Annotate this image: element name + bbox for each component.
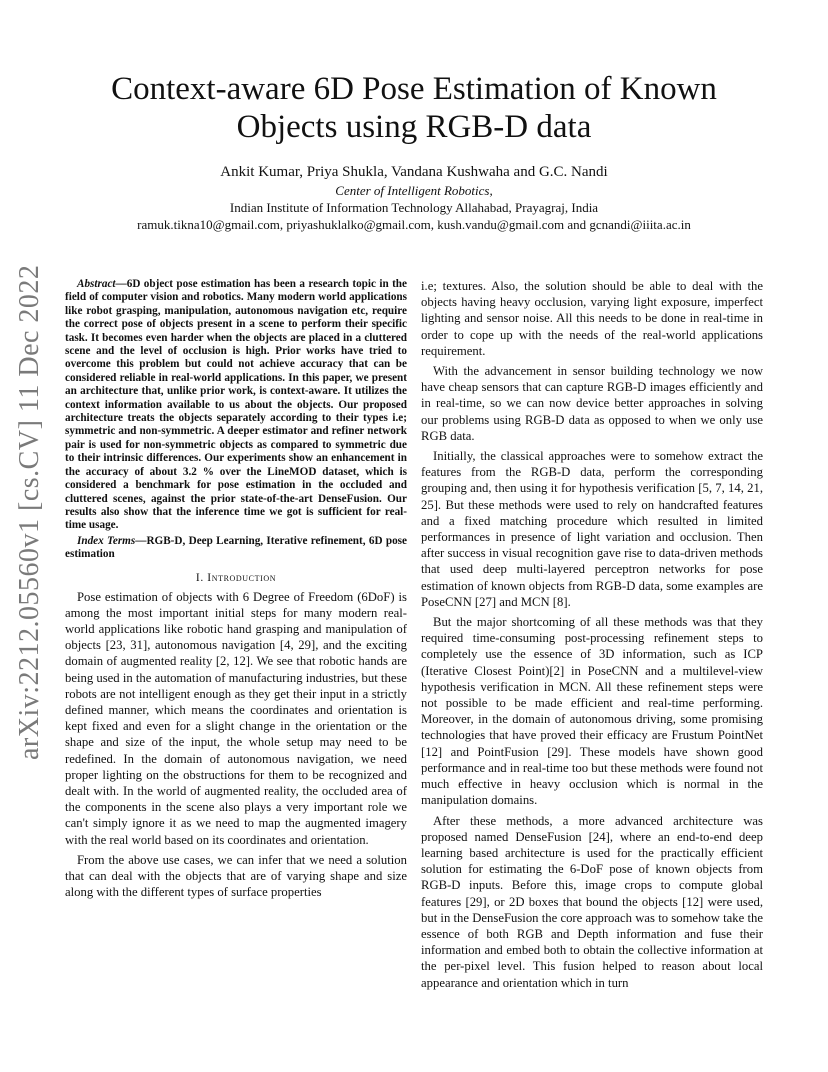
affiliation-institute: Indian Institute of Information Technology Allahabad, Prayagraj, India <box>229 200 599 215</box>
abstract-label: Abstract <box>77 278 116 290</box>
author-names: Ankit Kumar, Priya Shukla, Vandana Kushwaha and G.C. Nandi <box>220 164 608 180</box>
abstract <box>65 278 407 533</box>
affiliation-center: Center of Intelligent Robotics, <box>335 183 493 198</box>
body-paragraph: After these methods, a more advanced architecture was proposed named DenseFusion [24], where an end-to-end deep learning based architecture is used for the practically efficient solution for estimating the 6-DoF pose of known objects from RGB-D inputs. Before this, image crops to compute global features [29], or 2D boxes that bound the objects [12] were used, but in the DenseFusion the core approach was to somehow take the essence of both RGB and Depth information and fuse their information and embed both to obtain the collective information at the per-pixel level. This fusion helped to reason about local appearance and orientation which in turn <box>421 813 763 990</box>
index-terms-label: Index Terms <box>77 534 136 547</box>
body-paragraph: i.e; textures. Also, the solution should be able to deal with the objects having heavy occlusion, varying light exposure, imperfect lighting and sensor noise. All this needs to be done in real-time in order to cope up with the needs of the real-world applications requirement. <box>421 279 763 358</box>
body-paragraph: With the advancement in sensor building technology we now have cheap sensors that can capture RGB-D images efficiently and in real-time, so we can now device better approaches in solving our problems using RGB-D data as opposed to when we only use RGB data. <box>421 364 763 443</box>
index-terms-text: —RGB-D, Deep Learning, Iterative refinement, 6D pose estimation <box>65 534 407 561</box>
author-block <box>60 162 768 234</box>
abstract-text: —6D object pose estimation has been a research topic in the field of computer vision and robotics. Many modern world applications like robot grasping, manipulation, autonomous navigation etc, require the correct pose of objects present in a scene to perform their specific task. It becomes even harder when the objects are placed in a cluttered scene and the level of occlusion is high. Prior works have tried to overcome this problem but could not achieve accuracy that can be considered reliable in real-world applications. In this paper, we present an architecture that, unlike prior work, is context-aware. It utilizes the context information available to us about the objects. Our proposed architecture treats the objects separately according to their types i.e; symmetric and non-symmetric. A deeper estimator and refiner network pair is used for non-symmetric objects as compared to symmetric due to their intrinsic differences. Our experiments show an enhancement in the accuracy of about 3.2 % over the LineMOD dataset, which is considered a benchmark for pose estimation in the occluded and cluttered scenes, against the prior state-of-the-art DenseFusion. Our results also show that the inference time we got is sufficient for real-time usage. <box>65 278 407 532</box>
arxiv-identifier: arXiv:2212.05560v1 [cs.CV] 11 Dec 2022 <box>14 264 45 760</box>
title-line-2: Objects using RGB-D data <box>236 109 592 145</box>
body-paragraph: Pose estimation of objects with 6 Degree of Freedom (6DoF) is among the most important initial steps for many modern real-world applications like robotic hand grasping and manipulation of objects [23, 31], autonomous navigation [4, 29], and the exciting domain of augmented reality [2, 12]. We see that robotic hands are being used in the automation of manufacturing industries, but these robots are not intelligent enough as they get their input in a strictly defined manner, which means the coordinates and orientation is kept fixed and even for a slight change in the orientation or the shape and size of the input, the whole setup may need to be redefined. In the domain of autonomous navigation, we need proper lighting on the obstructions for them to be recognized and dealt with. In the world of augmented reality, the occluded area of the components in the scene also plays a very important role we can't simply ignore it as we need to map the augmented imagery with the real world based on its coordinates and orientation. <box>65 589 407 847</box>
body-paragraph: Initially, the classical approaches were to somehow extract the features from the RGB-D data, perform the corresponding grouping and, then using it for hypothesis verification [5, 7, 14, 21, 25]. But these methods were used to rely on handcrafted features and a fixed matching procedure which resulted in limited performances in presence of light variation and occlusion. Then after success in visual recognition gave rise to data-driven methods that used deep multi-layered perceptron networks for pose estimation of known objects from RGB-D data, some examples are PoseCNN [27] and MCN [8]. <box>421 449 763 609</box>
paper-title <box>60 70 768 146</box>
title-line-1: Context-aware 6D Pose Estimation of Known <box>111 71 717 107</box>
left-column <box>65 278 407 904</box>
right-column <box>421 278 763 995</box>
body-paragraph: But the major shortcoming of all these methods was that they required time-consuming post-processing refinement steps to completely use the essence of 3D information, such as ICP (Iterative Closest Point)[2] in PoseCNN and a multilevel-view hypothesis verification in MCN. All these refinement steps were not possible to be made efficient and real-time performing. Moreover, in the domain of autonomous driving, some promising technologies that have proved their efficacy are Frustum PointNet [12] and PointFusion [29]. These models have shown good performance and in real-time too but these methods were found not much effective in heavy occlusion which is normal in the manipulation domains. <box>421 615 763 808</box>
index-terms <box>65 535 407 562</box>
author-emails: ramuk.tikna10@gmail.com, priyashuklalko@gmail.com, kush.vandu@gmail.com and gcnandi@iiita.ac.in <box>137 217 691 232</box>
section-heading-introduction: I. Introduction <box>195 571 277 584</box>
body-paragraph: From the above use cases, we can infer that we need a solution that can deal with the objects that are of varying shape and size along with the different types of surface properties <box>65 852 407 900</box>
